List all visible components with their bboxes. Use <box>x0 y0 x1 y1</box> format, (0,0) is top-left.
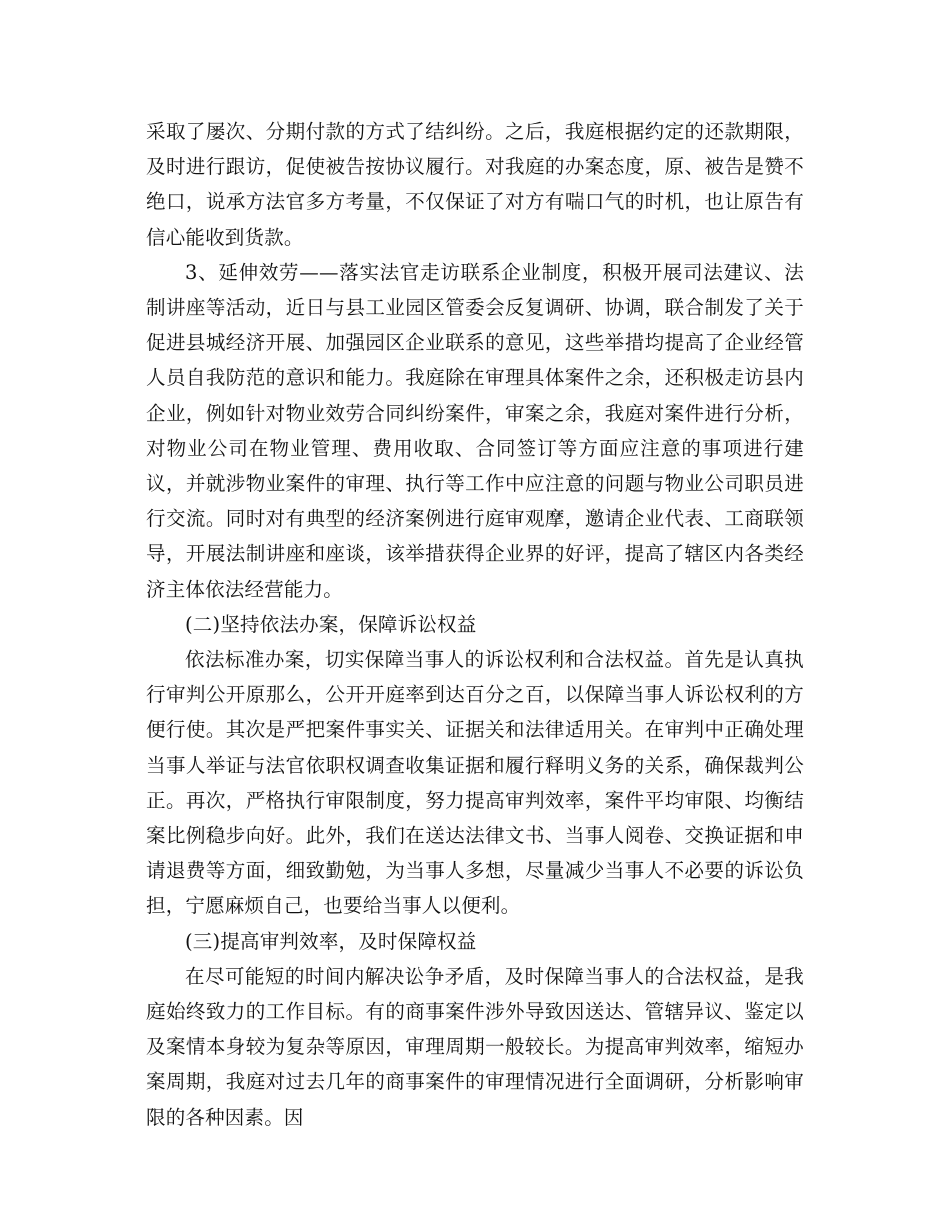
section-heading-efficiency: (三)提高审判效率，及时保障权益 <box>185 929 477 953</box>
paragraph-lawful-handling: 依法标准办案，切实保障当事人的诉讼权利和合法权益。首先是认真执行审判公开原那么，公开开庭率到达百分之百，以保障当事人诉讼权利的方便行使。其次是严把案件事实关、证据关和法律适用关。在审判中正确处理当事人举证与法官依职权调查收集证据和履行释明义务的关系，确保裁判公正。再次，严格执行审限制度，努力提高审判效率，案件平均审限、均衡结案比例稳步向好。此外，我们在送达法律文书、当事人阅卷、交换证据和申请退费等方面，细致勤勉，为当事人多想，尽量减少当事人不必要的诉讼负担，宁愿麻烦自己，也要给当事人以便利。 <box>146 648 804 918</box>
section-heading-lawful-handling: (二)坚持依法办案，保障诉讼权益 <box>185 612 477 636</box>
document-body <box>146 114 804 1135</box>
paragraph-efficiency: 在尽可能短的时间内解决讼争矛盾，及时保障当事人的合法权益，是我庭始终致力的工作目标。有的商事案件涉外导致因送达、管辖异议、鉴定以及案情本身较为复杂等原因，审理周期一般较长。为提高审判效率，缩短办案周期，我庭对过去几年的商事案件的审理情况进行全面调研，分析影响审限的各种因素。因 <box>146 964 804 1129</box>
paragraph-continuation: 采取了屡次、分期付款的方式了结纠纷。之后，我庭根据约定的还款期限，及时进行跟访，促使被告按协议履行。对我庭的办案态度，原、被告是赞不绝口，说承方法官多方考量，不仅保证了对方有喘口气的时机，也让原告有信心能收到货款。 <box>146 120 804 249</box>
paragraph-extended-service: 3、延伸效劳——落实法官走访联系企业制度，积极开展司法建议、法制讲座等活动，近日与县工业园区管委会反复调研、协调，联合制发了关于促进县城经济开展、加强园区企业联系的意见，这些举措均提高了企业经管人员自我防范的意识和能力。我庭除在审理具体案件之余，还积极走访县内企业，例如针对物业效劳合同纠纷案件，审案之余，我庭对案件进行分析，对物业公司在物业管理、费用收取、合同签订等方面应注意的事项进行建议，并就涉物业案件的审理、执行等工作中应注意的问题与物业公司职员进行交流。同时对有典型的经济案例进行庭审观摩，邀请企业代表、工商联领导，开展法制讲座和座谈，该举措获得企业界的好评，提高了辖区内各类经济主体依法经营能力。 <box>146 260 804 601</box>
